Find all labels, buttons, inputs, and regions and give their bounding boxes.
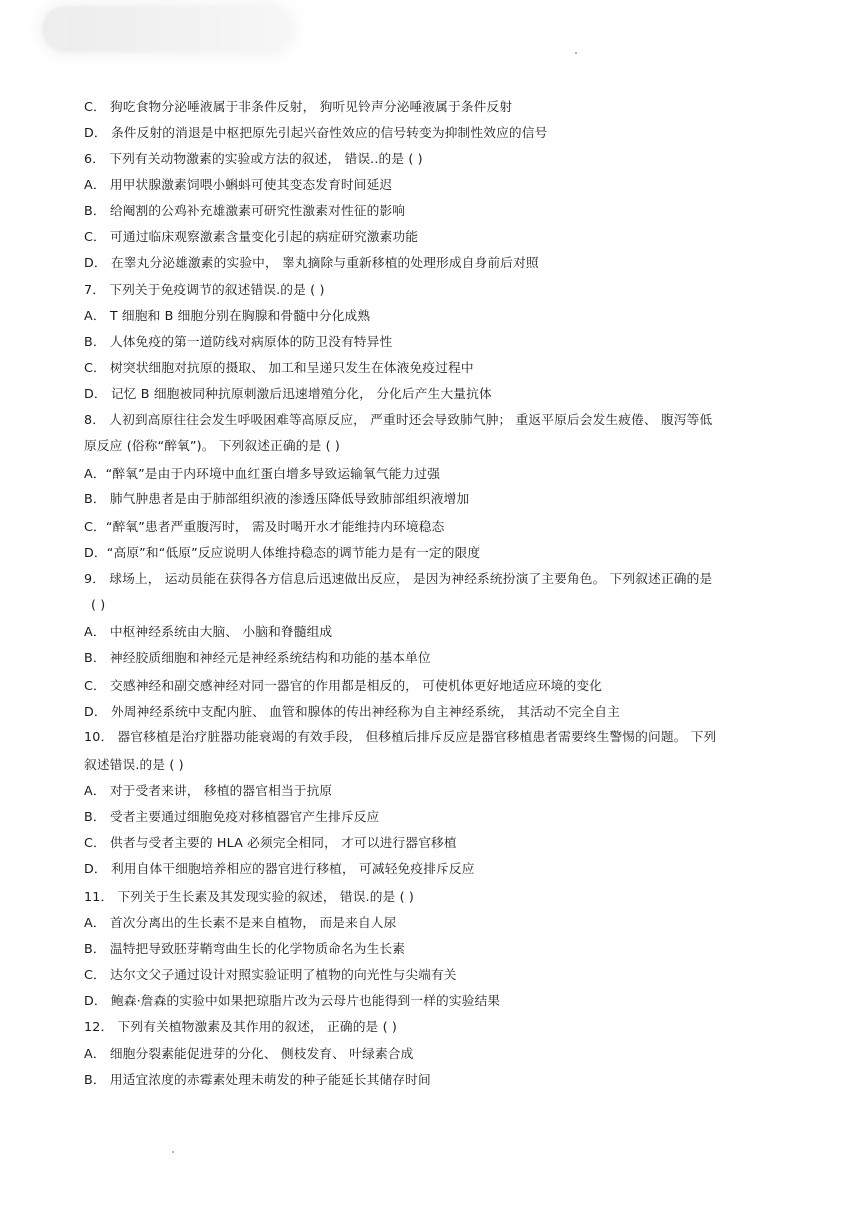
option-a-q6: A． 用甲状腺激素饲喂小蝌蚪可使其变态发育时间延迟 (84, 177, 393, 192)
option-a-q8: A．“醉氧”是由于内环境中血红蛋白增多导致运输氧气能力过强 (84, 466, 441, 481)
option-c-q6: C． 可通过临床观察激素含量变化引起的病症研究激素功能 (84, 229, 419, 244)
scan-smudge (42, 6, 292, 52)
option-d-q5: D． 条件反射的消退是中枢把原先引起兴奋性效应的信号转变为抑制性效应的信号 (84, 125, 548, 140)
option-b-q6: B． 给阉割的公鸡补充雄激素可研究性激素对性征的影响 (84, 203, 406, 218)
question-9-line-1: 9． 球场上， 运动员能在获得各方信息后迅速做出反应， 是因为神经系统扮演了主要角色。 下列叙述正确的是 (84, 571, 713, 586)
option-c-q7: C． 树突状细胞对抗原的摄取、 加工和呈递只发生在体液免疫过程中 (84, 360, 474, 375)
option-b-q10: B． 受者主要通过细胞免疫对移植器官产生排斥反应 (84, 809, 380, 824)
option-c-q5: C． 狗吃食物分泌唾液属于非条件反射， 狗听见铃声分泌唾液属于条件反射 (84, 99, 513, 114)
option-d-q7: D． 记忆 B 细胞被同种抗原刺激后迅速增殖分化， 分化后产生大量抗体 (84, 386, 492, 401)
question-8-line-2: 原反应 (俗称“醉氧”)。 下列叙述正确的是 ( ) (84, 438, 340, 453)
scan-dot (575, 52, 577, 54)
option-b-q9: B． 神经胶质细胞和神经元是神经系统结构和功能的基本单位 (84, 650, 431, 665)
option-d-q11: D． 鲍森·詹森的实验中如果把琼脂片改为云母片也能得到一样的实验结果 (84, 993, 501, 1008)
option-b-q7: B． 人体免疫的第一道防线对病原体的防卫没有特异性 (84, 334, 393, 349)
option-b-q8: B． 肺气肿患者是由于肺部组织液的渗透压降低导致肺部组织液增加 (84, 491, 470, 506)
option-d-q6: D． 在睾丸分泌雄激素的实验中， 睾丸摘除与重新移植的处理形成自身前后对照 (84, 255, 539, 270)
option-a-q7: A． T 细胞和 B 细胞分别在胸腺和骨髓中分化成熟 (84, 308, 371, 323)
option-a-q10: A． 对于受者来讲， 移植的器官相当于抗原 (84, 783, 333, 798)
option-d-q10: D． 利用自体干细胞培养相应的器官进行移植， 可减轻免疫排斥反应 (84, 861, 475, 876)
option-b-q12: B． 用适宜浓度的赤霉素处理未萌发的种子能延长其储存时间 (84, 1072, 431, 1087)
question-10-line-2: 叙述错误.的是 ( ) (84, 757, 184, 772)
question-10-line-1: 10． 器官移植是治疗脏器功能衰竭的有效手段， 但移植后排斥反应是器官移植患者需要终生警惕的问题。 下列 (84, 729, 717, 744)
question-9-line-2: ( ) (91, 597, 106, 612)
question-11: 11． 下列关于生长素及其发现实验的叙述， 错误.的是 ( ) (84, 889, 414, 904)
question-8-line-1: 8． 人初到高原往往会发生呼吸困难等高原反应， 严重时还会导致肺气肿； 重返平原后会发生疲倦、 腹泻等低 (84, 412, 713, 427)
option-b-q11: B． 温特把导致胚芽鞘弯曲生长的化学物质命名为生长素 (84, 941, 406, 956)
question-6: 6． 下列有关动物激素的实验或方法的叙述， 错误..的是 ( ) (84, 151, 423, 166)
scan-dot (172, 1151, 174, 1153)
option-d-q9: D． 外周神经系统中支配内脏、 血管和腺体的传出神经称为自主神经系统， 其活动不完全自主 (84, 704, 620, 719)
option-d-q8: D．“高原”和“低原”反应说明人体维持稳态的调节能力是有一定的限度 (84, 545, 481, 560)
option-c-q9: C． 交感神经和副交感神经对同一器官的作用都是相反的， 可使机体更好地适应环境的变化 (84, 678, 603, 693)
question-12: 12． 下列有关植物激素及其作用的叙述， 正确的是 ( ) (84, 1019, 397, 1034)
question-7: 7． 下列关于免疫调节的叙述错误.的是 ( ) (84, 282, 325, 297)
option-a-q9: A． 中枢神经系统由大脑、 小脑和脊髓组成 (84, 624, 333, 639)
option-a-q12: A． 细胞分裂素能促进芽的分化、 侧枝发育、 叶绿素合成 (84, 1046, 414, 1061)
option-c-q11: C． 达尔文父子通过设计对照实验证明了植物的向光性与尖端有关 (84, 967, 457, 982)
option-c-q10: C． 供者与受者主要的 HLA 必须完全相同， 才可以进行器官移植 (84, 835, 457, 850)
option-a-q11: A． 首次分离出的生长素不是来自植物， 而是来自人尿 (84, 915, 397, 930)
option-c-q8: C．“醉氧”患者严重腹泻时， 需及时喝开水才能维持内环境稳态 (84, 519, 445, 534)
